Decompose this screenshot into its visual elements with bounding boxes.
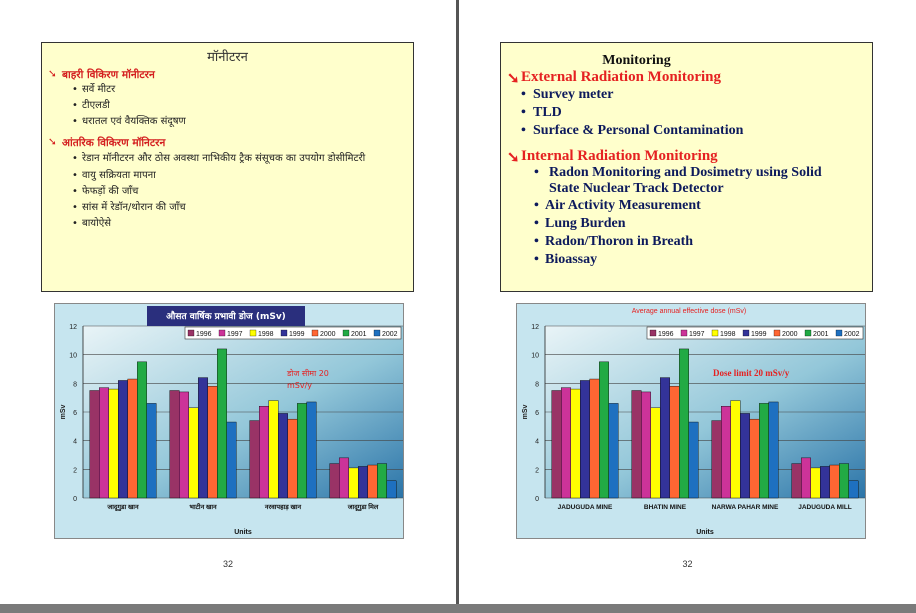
bar (288, 419, 298, 498)
legend-swatch (188, 330, 194, 336)
item-text: Surface & Personal Contamination (533, 123, 744, 138)
bar (278, 413, 288, 498)
bar (750, 419, 760, 498)
bar (731, 401, 741, 498)
legend-swatch (743, 330, 749, 336)
section-heading (42, 136, 413, 150)
x-axis-label: Units (696, 529, 714, 536)
legend-swatch (836, 330, 842, 336)
bar (269, 401, 279, 498)
legend-label: 1999 (751, 331, 767, 338)
y-tick-label: 8 (535, 381, 539, 389)
list-item (42, 168, 413, 184)
legend-label: 2000 (782, 331, 798, 338)
bar (109, 389, 119, 498)
item-text: Radon Monitoring and Dosimetry using Solid State Nuclear Track Detector (549, 165, 822, 196)
item-text: टीएलडी (82, 100, 110, 111)
chart-title: Average annual effective dose (mSv) (631, 308, 747, 315)
legend-label: 2000 (320, 331, 336, 338)
round-bullet-icon: • (521, 105, 526, 120)
y-axis-label: mSv (60, 404, 67, 420)
legend-label: 2001 (351, 331, 367, 338)
bar (660, 378, 670, 498)
round-bullet-icon: • (72, 170, 78, 181)
y-tick-label: 6 (535, 410, 539, 417)
bar (839, 464, 849, 498)
list-item (501, 104, 872, 122)
bar (307, 402, 317, 498)
heading-text: External Radiation Monitoring (521, 69, 722, 85)
y-tick-label: 2 (535, 467, 539, 475)
bar (250, 421, 260, 498)
bar (830, 465, 840, 498)
list-item (42, 216, 413, 232)
item-text: रेडान मॉनीटरन और ठोस अवस्था नाभिकीय ट्रैक संसूचक का उपयोग डोसीमिटरी (82, 153, 366, 164)
y-tick-label: 12 (531, 324, 539, 331)
legend-swatch (712, 330, 718, 336)
y-tick-label: 10 (69, 352, 77, 360)
legend-swatch (374, 330, 380, 336)
legend-label: 2002 (844, 331, 860, 338)
bar (580, 380, 590, 498)
round-bullet-icon: • (534, 216, 539, 231)
list-item (501, 233, 872, 251)
heading-text: आंतरिक विकिरण मॉनिटरन (62, 137, 166, 149)
red-arrow-icon: ➘ (507, 71, 520, 87)
bar (358, 466, 368, 498)
red-arrow-icon: ➘ (507, 150, 520, 166)
item-text: बायोऐसे (82, 218, 111, 229)
round-bullet-icon: • (72, 218, 78, 229)
legend-swatch (681, 330, 687, 336)
red-arrow-icon: ➘ (48, 68, 57, 80)
bar (368, 465, 378, 498)
dose-chart-hindi (54, 303, 404, 539)
dose-chart-svg (55, 304, 403, 538)
bar (90, 391, 100, 499)
legend-swatch (312, 330, 318, 336)
window-bottom-bar (0, 604, 916, 613)
dose-limit-annotation: Dose limit 20 mSv/y (713, 368, 790, 378)
category-label: भाटीन खान (189, 504, 217, 511)
section-heading (501, 69, 872, 86)
y-tick-label: 2 (73, 467, 77, 475)
bar (208, 386, 218, 498)
round-bullet-icon: • (521, 87, 526, 102)
y-tick-label: 8 (73, 381, 77, 389)
x-axis-label: Units (234, 529, 252, 536)
bar (759, 403, 769, 498)
legend-swatch (805, 330, 811, 336)
bar (339, 458, 349, 498)
bar (99, 388, 109, 498)
round-bullet-icon: • (72, 116, 78, 127)
legend-label: 1997 (227, 331, 243, 338)
item-text: Air Activity Measurement (545, 198, 701, 213)
bar (118, 380, 128, 498)
bar (811, 468, 821, 498)
bar (679, 349, 689, 498)
bar (189, 408, 199, 498)
left-page (0, 0, 456, 604)
box-title: Monitoring (602, 53, 671, 68)
list-item (501, 122, 872, 140)
item-text: Radon/Thoron in Breath (545, 234, 694, 249)
list-item (42, 200, 413, 216)
item-text: TLD (533, 105, 562, 120)
bar (552, 391, 562, 499)
page-number: 32 (682, 559, 693, 569)
dose-chart-svg (517, 304, 865, 538)
item-text: सर्वे मीटर (82, 84, 116, 95)
bar (670, 386, 680, 498)
red-arrow-icon: ➘ (48, 136, 57, 148)
bar (217, 349, 227, 498)
y-tick-label: 4 (73, 438, 77, 446)
legend-swatch (650, 330, 656, 336)
list-item (42, 114, 413, 130)
bar (170, 391, 180, 499)
legend-swatch (281, 330, 287, 336)
bar (740, 413, 750, 498)
bar (297, 403, 307, 498)
legend-swatch (774, 330, 780, 336)
item-text: फेफड़ों की जाँच (82, 186, 139, 197)
round-bullet-icon: • (534, 198, 539, 213)
heading-text: Internal Radiation Monitoring (521, 148, 718, 164)
bar (849, 481, 859, 498)
section-heading (501, 148, 872, 165)
dose-limit-annotation: डोज सीमा 20 (287, 369, 329, 378)
round-bullet-icon: • (72, 100, 78, 111)
category-label: NARWA PAHAR MINE (711, 504, 779, 511)
bar (721, 406, 731, 498)
legend-label: 1997 (689, 331, 705, 338)
item-text: सांस में रेडॉन/थोरान की जाँच (82, 202, 186, 213)
bar (330, 464, 340, 498)
page-number: 32 (222, 559, 233, 569)
round-bullet-icon: • (534, 252, 539, 267)
item-text: Survey meter (533, 87, 614, 102)
bar (387, 481, 397, 498)
bar (820, 466, 830, 498)
bar (769, 402, 779, 498)
list-item (501, 215, 872, 233)
bar (792, 464, 802, 498)
right-page (459, 0, 916, 604)
list-item (42, 98, 413, 114)
item-text: धरातल एवं वैयक्तिक संदूषण (82, 116, 186, 127)
item-text: Lung Burden (545, 216, 626, 231)
list-item (501, 165, 872, 197)
bar (349, 468, 359, 498)
bar (561, 388, 571, 498)
bar (712, 421, 722, 498)
y-tick-label: 0 (73, 496, 77, 503)
round-bullet-icon: • (72, 84, 78, 95)
section-heading (42, 68, 413, 82)
legend-label: 2001 (813, 331, 829, 338)
y-tick-label: 0 (535, 496, 539, 503)
legend-swatch (250, 330, 256, 336)
bar (259, 406, 269, 498)
bar (689, 422, 699, 498)
dose-chart-english (516, 303, 866, 539)
monitoring-box-hindi (41, 42, 414, 292)
bar (632, 391, 642, 499)
heading-text: बाहरी विकिरण मॉनीटरन (62, 69, 155, 81)
round-bullet-icon: • (534, 165, 539, 180)
legend-label: 2002 (382, 331, 398, 338)
legend-swatch (219, 330, 225, 336)
y-axis-label: mSv (522, 404, 529, 420)
list-item (501, 86, 872, 104)
category-label: जादूगुडा खान (107, 504, 139, 511)
bar (590, 379, 600, 498)
legend-label: 1999 (289, 331, 305, 338)
dose-limit-annotation-unit: mSv/y (287, 381, 313, 390)
legend-label: 1998 (258, 331, 274, 338)
list-item (42, 152, 413, 166)
category-label: नरवापहाड़ खान (264, 504, 302, 511)
bar (801, 458, 811, 498)
round-bullet-icon: • (72, 202, 78, 213)
box-title: मॉनीटरन (207, 50, 248, 65)
category-label: JADUGUDA MINE (557, 504, 613, 511)
y-tick-label: 6 (73, 410, 77, 417)
item-text: Bioassay (545, 252, 598, 267)
bar (651, 408, 661, 498)
bar (227, 422, 237, 498)
list-item (501, 197, 872, 215)
legend-swatch (343, 330, 349, 336)
category-label: JADUGUDA MILL (798, 504, 852, 511)
round-bullet-icon: • (521, 123, 526, 138)
bar (147, 403, 157, 498)
y-tick-label: 4 (535, 438, 539, 446)
bar (641, 392, 651, 498)
legend-label: 1996 (196, 331, 212, 338)
item-text: वायु सक्रियता मापना (82, 170, 156, 181)
chart-title: औसत वार्षिक प्रभावी डोज (mSv) (166, 312, 286, 322)
category-label: जादूगुडा मिल (347, 504, 379, 511)
bar (198, 378, 208, 498)
y-tick-label: 12 (69, 324, 77, 331)
bar (377, 464, 387, 498)
list-item (501, 251, 872, 269)
list-item (42, 82, 413, 98)
category-label: BHATIN MINE (643, 504, 687, 511)
bar (179, 392, 189, 498)
y-tick-label: 10 (531, 352, 539, 360)
bar (599, 362, 609, 498)
legend-label: 1998 (720, 331, 736, 338)
bar (128, 379, 138, 498)
list-item (42, 184, 413, 200)
bar (137, 362, 147, 498)
bar (571, 389, 581, 498)
round-bullet-icon: • (72, 186, 78, 197)
round-bullet-icon: • (72, 153, 78, 164)
monitoring-box-english (500, 42, 873, 292)
round-bullet-icon: • (534, 234, 539, 249)
bar (609, 403, 619, 498)
legend-label: 1996 (658, 331, 674, 338)
